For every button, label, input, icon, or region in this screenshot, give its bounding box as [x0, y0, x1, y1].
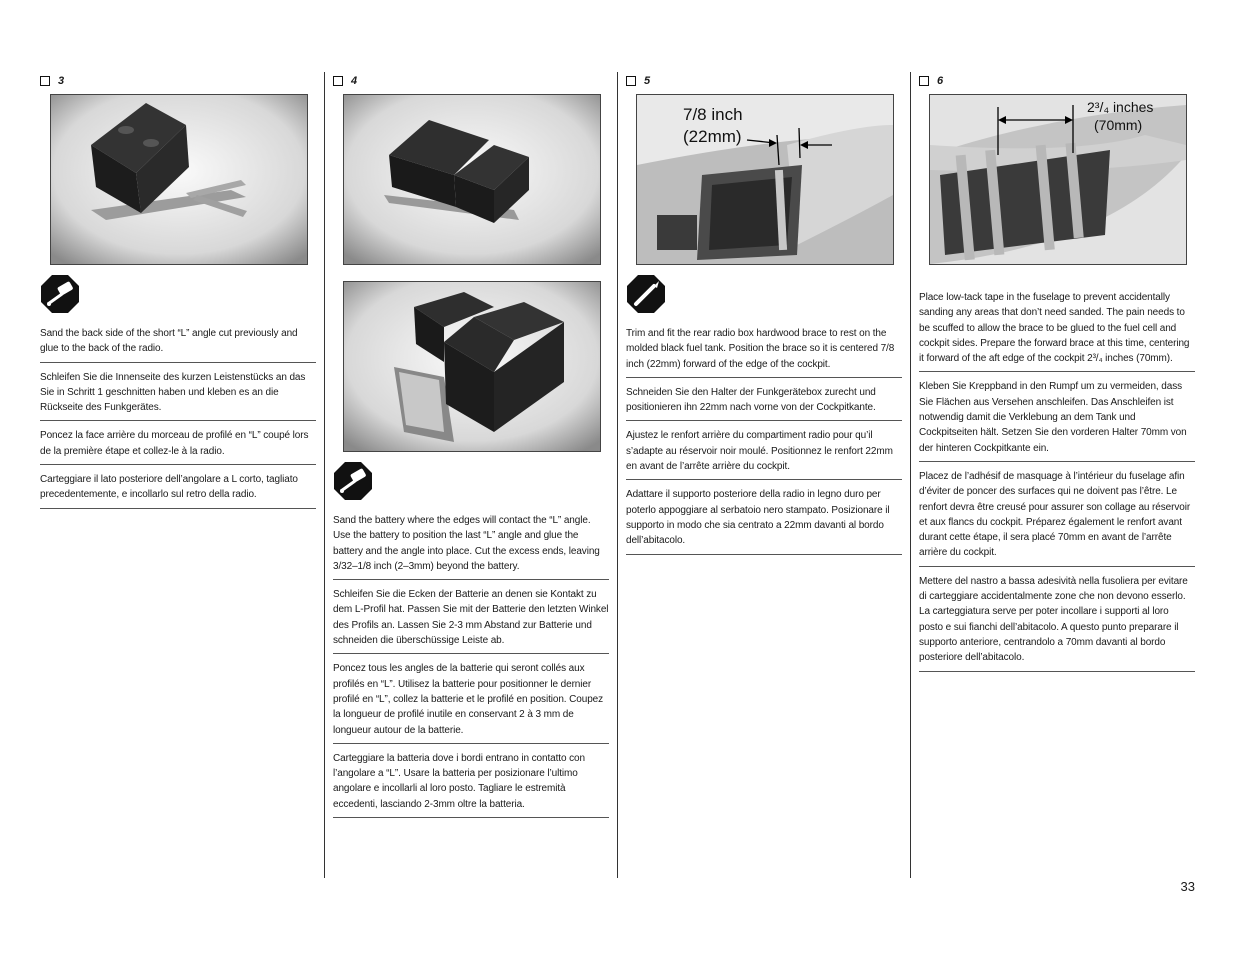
step-number: 6 [937, 75, 944, 87]
instruction-de: Kleben Sie Kreppband in den Rumpf um zu vermeiden, dass Sie Flächen aus Versehen anschleifen. Das Anschleifen ist notwendig damit die Verklebung an dem Tank und Cockpitseiten hält. Setzen Sie den vorderen Halter 70mm von der hinteren Cockpitkante ein. [919, 379, 1195, 461]
batteries-in-angle-photo [344, 282, 600, 451]
photo-label-inch: 7/8 inch [683, 105, 743, 124]
step-checkbox[interactable] [40, 76, 50, 86]
step-6-column [919, 72, 1195, 878]
battery-with-angle-photo [51, 95, 307, 264]
step-5-header [626, 74, 650, 88]
instruction-de: Schleifen Sie die Ecken der Batterie an denen sie Kontakt zu dem L-Profil hat. Passen Sie mit der Batterie den letzten Winkel des Profils an. Lassen Sie 2-3 mm Abstand zur Batterie und schneiden die überschüssige Leiste ab. [333, 587, 609, 654]
column-divider [324, 72, 325, 878]
step-4-photo-bottom [343, 281, 601, 452]
instruction-fr: Poncez la face arrière du morceau de profilé en “L” coupé lors de la première étape et collez-le à la radio. [40, 428, 316, 465]
instruction-it: Carteggiare il lato posteriore dell’angolare a L corto, tagliato precedentemente, e incollarlo sul retro della radio. [40, 472, 316, 509]
step-4-text [333, 513, 609, 825]
instruction-it: Carteggiare la batteria dove i bordi entrano in contatto con l’angolare a “L”. Usare la batteria per posizionare l’ultimo angolare e incollarli al loro posto. Tagliare le estremità eccedenti, lasciando 2-3mm oltre la batteria. [333, 751, 609, 818]
two-batteries-photo [344, 95, 600, 264]
step-5-text [626, 326, 902, 562]
step-checkbox[interactable] [626, 76, 636, 86]
step-number: 3 [58, 75, 65, 87]
instruction-fr: Placez de l’adhésif de masquage à l’intérieur du fuselage afin d’éviter de poncer des surfaces qui ne doivent pas l’être. Le renfort devra être creusé pour assurer son collage au réservoir et aux flancs du cockpit. Préparez également le renfort avant durant cette étape, il sera placé 70mm en avant de l’arrête arrière du cockpit. [919, 469, 1195, 567]
photo-label-inch: 2³/₄ inches [1087, 99, 1154, 115]
step-5-photo [636, 94, 894, 265]
hobby-knife-icon [626, 274, 666, 314]
sanding-icon [333, 461, 373, 501]
step-3-column [40, 72, 316, 878]
instruction-en: Sand the battery where the edges will contact the “L” angle. Use the battery to position the last “L” angle and glue the battery and the angle into place. Cut the excess ends, leaving 3/32–1/8 inch (2–3mm) beyond the battery. [333, 513, 609, 580]
step-number: 4 [351, 75, 358, 87]
column-divider [910, 72, 911, 878]
instruction-fr: Poncez tous les angles de la batterie qui seront collés aux profilés en “L”. Utilisez la batterie pour positionner le dernier profilé en “L”, collez la batterie et le profilé en position. Coupez la longueur de profilé inutile en conservant 2 à 3 mm de longueur autour de la batterie. [333, 661, 609, 743]
step-checkbox[interactable] [333, 76, 343, 86]
instruction-it: Mettere del nastro a bassa adesività nella fusoliera per evitare di carteggiare accidentalmente zone che non devono esserlo. La carteggiatura serve per poter incollare i supporti al loro posto e sui fianchi dell’abitacolo. A questo punto preparare il supporto anteriore, centrandolo a 70mm davanti al bordo posteriore dell’abitacolo. [919, 574, 1195, 672]
step-6-header [919, 74, 943, 88]
instruction-de: Schneiden Sie den Halter der Funkgerätebox zurecht und positionieren ihn 22mm nach vorne von der Cockpitkante. [626, 385, 902, 422]
photo-label-mm: (22mm) [683, 127, 742, 146]
step-5-column [626, 72, 902, 878]
instruction-en: Place low-tack tape in the fuselage to prevent accidentally sanding any areas that don’t need sanded. The pain needs to be scuffed to allow the brace to be glued to the fuel cell and cockpit sides. Prepare the forward brace at this time, centering it forward of the aft edge of the cockpit 2³/₄ inches (70mm). [919, 290, 1195, 372]
column-divider [617, 72, 618, 878]
instruction-fr: Ajustez le renfort arrière du compartiment radio pour qu’il s’adapte au réservoir noir moulé. Positionnez le renfort 22mm en avant de l’arrête arrière du cockpit. [626, 428, 902, 480]
step-6-photo [929, 94, 1187, 265]
step-4-photo-top [343, 94, 601, 265]
instruction-en: Trim and fit the rear radio box hardwood brace to rest on the molded black fuel tank. Position the brace so it is centered 7/8 inch (22mm) forward of the edge of the cockpit. [626, 326, 902, 378]
instruction-it: Adattare il supporto posteriore della radio in legno duro per poterlo appoggiare al serbatoio nero stampato. Posizionare il supporto in modo che sia centrato a 22mm davanti al bordo dell’abitacolo. [626, 487, 902, 554]
fuselage-brace-photo [637, 95, 893, 264]
photo-label-mm: (70mm) [1094, 117, 1143, 133]
fuselage-tape-photo [930, 95, 1186, 264]
step-number: 5 [644, 75, 651, 87]
step-checkbox[interactable] [919, 76, 929, 86]
page-number: 33 [1180, 879, 1195, 894]
step-3-header [40, 74, 64, 88]
instruction-en: Sand the back side of the short “L” angle cut previously and glue to the back of the radio. [40, 326, 316, 363]
step-3-photo [50, 94, 308, 265]
step-4-header [333, 74, 357, 88]
step-6-text [919, 290, 1195, 679]
sanding-icon [40, 274, 80, 314]
instruction-de: Schleifen Sie die Innenseite des kurzen Leistenstücks an das Sie in Schritt 1 geschnitten haben und kleben es an die Rückseite des Funkgerätes. [40, 370, 316, 422]
step-3-text [40, 326, 316, 516]
step-4-column [333, 72, 609, 878]
